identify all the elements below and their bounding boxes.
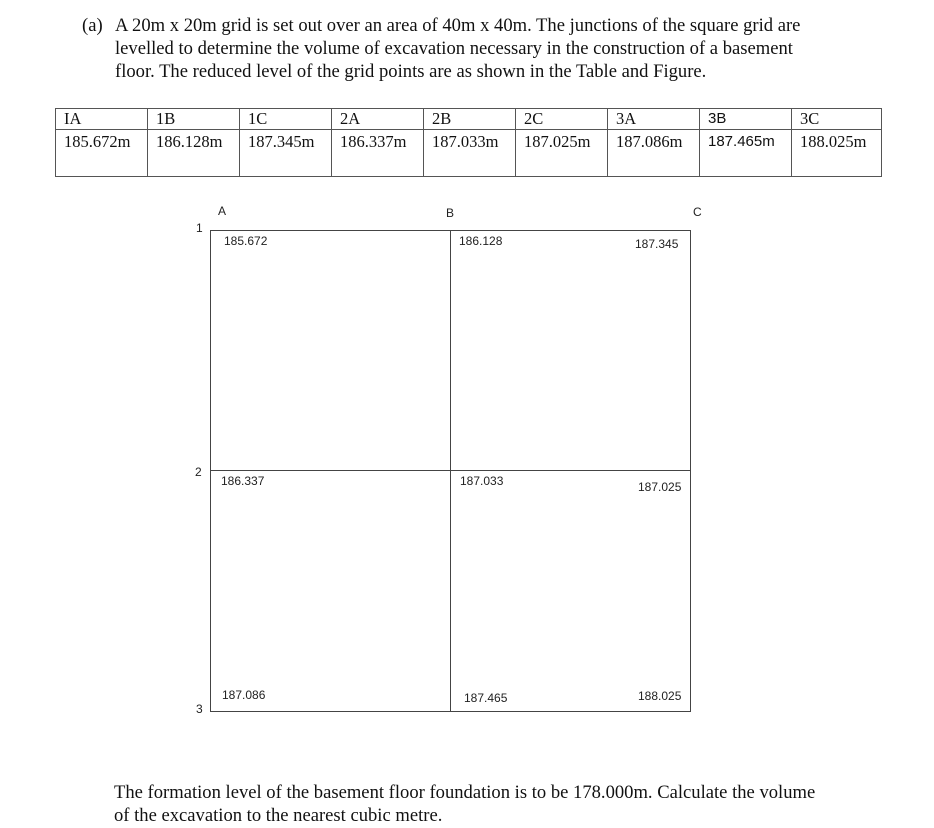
point-level-c3: 188.025: [638, 689, 682, 703]
grid-line-col-a: [210, 230, 211, 712]
table-header-cell: 3B: [700, 109, 792, 130]
question-line-2: levelled to determine the volume of excavation necessary in the construction of a basement: [115, 38, 793, 59]
table-value-cell: 187.086m: [608, 130, 700, 177]
grid-line-row-2: [210, 470, 691, 471]
point-level-a2: 186.337: [221, 474, 265, 488]
table-header-cell: 2B: [424, 109, 516, 130]
question-line-1: A 20m x 20m grid is set out over an area of 40m x 40m. The junctions of the square grid are: [115, 15, 801, 36]
table-header-cell: 3A: [608, 109, 700, 130]
table-value-cell: 186.128m: [148, 130, 240, 177]
grid-line-col-c: [690, 230, 691, 712]
table-header-cell: 3C: [792, 109, 882, 130]
point-level-c1: 187.345: [635, 237, 679, 251]
table-value-cell: 185.672m: [56, 130, 148, 177]
row-label-3: 3: [196, 702, 203, 716]
point-level-b3: 187.465: [464, 691, 508, 705]
table-value-cell: 188.025m: [792, 130, 882, 177]
column-label-a: A: [218, 204, 227, 218]
grid-line-col-b: [450, 230, 451, 712]
table-value-cell: 187.033m: [424, 130, 516, 177]
table-header-cell: 2C: [516, 109, 608, 130]
footer-line-2: of the excavation to the nearest cubic metre.: [114, 805, 443, 826]
table-value-cell: 186.337m: [332, 130, 424, 177]
question-label: (a): [82, 15, 103, 36]
table-value-cell: 187.345m: [240, 130, 332, 177]
table-header-cell: IA: [56, 109, 148, 130]
footer-paragraph: [114, 781, 914, 827]
footer-line-1: The formation level of the basement floor foundation is to be 178.000m. Calculate the volume: [114, 782, 816, 803]
table-value-cell: 187.025m: [516, 130, 608, 177]
grid-line-row-1: [210, 230, 691, 231]
column-label-c: C: [693, 205, 702, 219]
table-header-cell: 2A: [332, 109, 424, 130]
table-value-cell: 187.465m: [700, 130, 792, 177]
table-header-cell: 1B: [148, 109, 240, 130]
table-header-cell: 1C: [240, 109, 332, 130]
point-level-b1: 186.128: [459, 234, 503, 248]
row-label-1: 1: [196, 221, 203, 235]
table-header-row: [56, 109, 882, 130]
point-level-a1: 185.672: [224, 234, 268, 248]
question-line-3: floor. The reduced level of the grid points are as shown in the Table and Figure.: [115, 61, 707, 82]
point-level-a3: 187.086: [222, 688, 266, 702]
table-value-row: [56, 130, 882, 177]
point-level-b2: 187.033: [460, 474, 504, 488]
column-label-b: B: [446, 206, 455, 220]
row-label-2: 2: [195, 465, 202, 479]
point-level-c2: 187.025: [638, 480, 682, 494]
reduced-level-table: [55, 108, 882, 177]
grid-line-row-3: [210, 711, 691, 712]
